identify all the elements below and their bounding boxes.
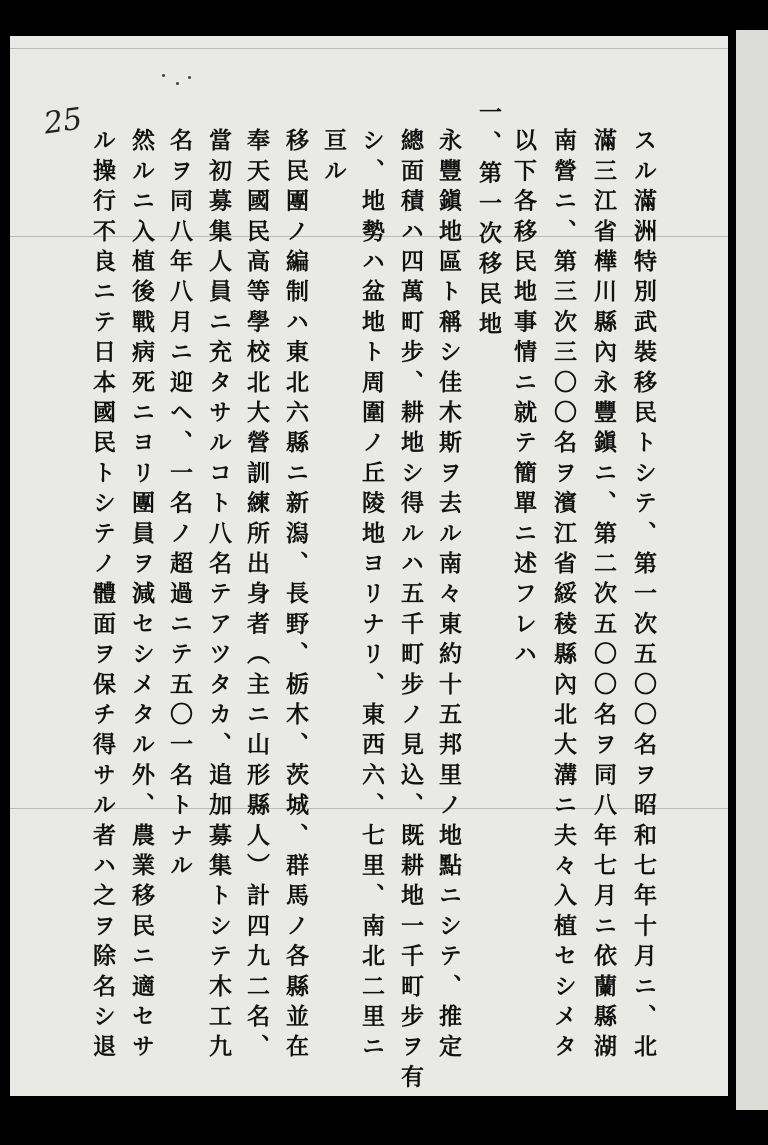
text-line: 以下各移民地事情ニ就テ簡單ニ述フレハ bbox=[510, 128, 537, 672]
text-line: 當初募集人員ニ充タサルコト八名テアツタカ、追加募集トシテ木工九 bbox=[205, 128, 232, 1065]
text-line: 南營ニ、第三次三〇〇名ヲ濱江省綏稜縣內北大溝ニ夫々入植セシメタ bbox=[550, 128, 577, 1065]
speck bbox=[176, 82, 179, 85]
text-line: 亘ル bbox=[320, 128, 347, 189]
text-line: 永豐鎭地區ト稱シ佳木斯ヲ去ル南々東約十五邦里ノ地點ニシテ、推定 bbox=[435, 128, 462, 1065]
text-line: 名ヲ同八年八月ニ迎ヘ、一名ノ超過ニテ五〇一名トナル bbox=[166, 128, 193, 883]
text-line: 滿三江省樺川縣內永豐鎭ニ、第二次五〇〇名ヲ同八年七月ニ依蘭縣湖 bbox=[590, 128, 617, 1065]
text-line: シ、地勢ハ盆地ト周圍ノ丘陵地ヨリナリ、東西六、七里、南北二里ニ bbox=[358, 128, 385, 1065]
section-heading: 一、第一次移民地 bbox=[475, 100, 502, 342]
text-line: 總面積ハ四萬町步、耕地シ得ルハ五千町步ノ見込、既耕地一千町步ヲ有 bbox=[397, 128, 424, 1095]
top-rule bbox=[10, 48, 728, 49]
page-number: 25 bbox=[41, 101, 85, 142]
speck bbox=[188, 76, 191, 79]
adjacent-page-edge bbox=[736, 30, 768, 1110]
text-line: 然ルニ入植後戰病死ニヨリ團員ヲ減セシメタル外、農業移民ニ適セサ bbox=[128, 128, 155, 1065]
text-line: 移民團ノ編制ハ東北六縣ニ新潟、長野、栃木、茨城、群馬ノ各縣並在 bbox=[282, 128, 309, 1065]
text-line: 奉天國民高等學校北大營訓練所出身者（主ニ山形縣人）計四九二名、 bbox=[243, 128, 270, 1065]
speck bbox=[162, 74, 165, 77]
text-line: スル滿洲特別武裝移民トシテ、第一次五〇〇名ヲ昭和七年十月ニ、北 bbox=[630, 128, 657, 1065]
text-line: ル操行不良ニテ日本國民トシテノ體面ヲ保チ得サル者ハ之ヲ除名シ退 bbox=[89, 128, 116, 1065]
